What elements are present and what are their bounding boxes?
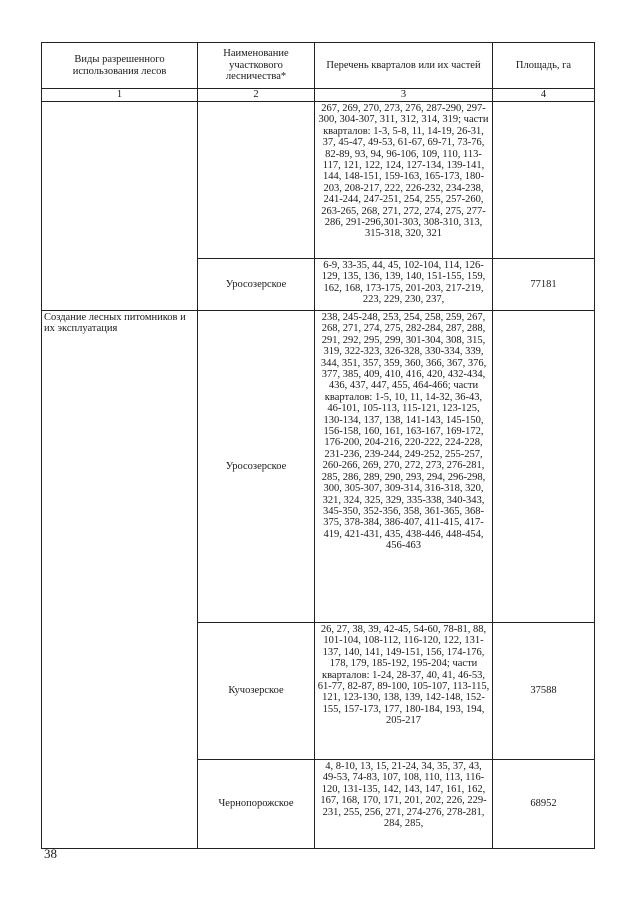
area-cell <box>493 311 595 623</box>
column-number: 2 <box>198 89 315 102</box>
table-row <box>42 311 595 623</box>
forest-usage-table <box>41 42 595 849</box>
header-row <box>42 43 595 89</box>
usage-cell: Создание лесных питомников и их эксплуатация <box>42 311 198 849</box>
forestry-cell <box>198 102 315 259</box>
header-area: Площадь, га <box>493 43 595 89</box>
forestry-cell: Чернопорожское <box>198 760 315 849</box>
quarters-cell: 26, 27, 38, 39, 42-45, 54-60, 78-81, 88, 101-104, 108-112, 116-120, 122, 131-137, 140, 141, 149-151, 156, 174-176, 178, 179, 185-192, 195-204; части кварталов: 1-24, 28-37, 40, 41, 46-53, 61-77, 82-87, 89-100, 105-107, 113-115, 121, 123-130, 138, 139, 142-148, 152-155, 157-173, 177, 180-184, 193, 194, 205-217 <box>315 623 493 760</box>
usage-cell <box>42 102 198 311</box>
forestry-cell: Кучозерское <box>198 623 315 760</box>
quarters-cell: 238, 245-248, 253, 254, 258, 259, 267, 268, 271, 274, 275, 282-284, 287, 288, 291, 292, 295, 299, 301-304, 308, 315, 319, 322-323, 326-328, 330-334, 339, 344, 351, 357, 359, 360, 366, 367, 376, 377, 385, 409, 410, 416, 420, 432-434, 436, 437, 447, 455, 464-466; части кварталов: 1-5, 10, 11, 14-32, 36-43, 46-101, 105-113, 115-121, 123-125, 130-134, 137, 138, 141-143, 145-150, 156-158, 160, 161, 163-167, 169-172, 176-200, 204-216, 220-222, 224-228, 231-236, 239-244, 249-252, 255-257, 260-266, 269, 270, 272, 273, 276-281, 285, 286, 289, 290, 293, 294, 296-298, 300, 305-307, 309-314, 316-318, 320, 321, 324, 325, 329, 335-338, 340-343, 345-350, 352-356, 358, 361-365, 368-375, 378-384, 386-407, 411-415, 417-419, 421-431, 435, 438-446, 448-454, 456-463 <box>315 311 493 623</box>
page-number: 38 <box>44 846 57 861</box>
forestry-cell: Уросозерское <box>198 311 315 623</box>
column-number: 3 <box>315 89 493 102</box>
header-forestry-name: Наименование участкового лесничества* <box>198 43 315 89</box>
column-number: 4 <box>493 89 595 102</box>
area-cell: 37588 <box>493 623 595 760</box>
quarters-cell: 267, 269, 270, 273, 276, 287-290, 297-300, 304-307, 311, 312, 314, 319; части кварталов: 1-3, 5-8, 11, 14-19, 26-31, 37, 45-47, 49-53, 61-67, 69-71, 73-76, 82-89, 93, 94, 96-106, 109, 110, 113-117, 121, 122, 124, 127-134, 139-141, 144, 148-151, 159-163, 165-173, 180-203, 208-217, 222, 226-232, 234-238, 241-244, 247-251, 254, 255, 257-260, 263-265, 268, 271, 272, 274, 275, 277-286, 291-296,301-303, 308-310, 313, 315-318, 320, 321 <box>315 102 493 259</box>
area-cell <box>493 102 595 259</box>
column-number-row <box>42 89 595 102</box>
column-number: 1 <box>42 89 198 102</box>
area-cell: 77181 <box>493 259 595 311</box>
area-cell: 68952 <box>493 760 595 849</box>
header-usage-type: Виды разрешенного использования лесов <box>42 43 198 89</box>
quarters-cell: 6-9, 33-35, 44, 45, 102-104, 114, 126-129, 135, 136, 139, 140, 151-155, 159, 162, 168, 173-175, 201-203, 217-219, 223, 229, 230, 237, <box>315 259 493 311</box>
forestry-cell: Уросозерское <box>198 259 315 311</box>
header-quarters-list: Перечень кварталов или их частей <box>315 43 493 89</box>
table-row <box>42 102 595 259</box>
quarters-cell: 4, 8-10, 13, 15, 21-24, 34, 35, 37, 43, 49-53, 74-83, 107, 108, 110, 113, 116-120, 131-135, 142, 143, 147, 161, 162, 167, 168, 170, 171, 201, 202, 226, 229-231, 255, 256, 271, 274-276, 278-281, 284, 285, <box>315 760 493 849</box>
